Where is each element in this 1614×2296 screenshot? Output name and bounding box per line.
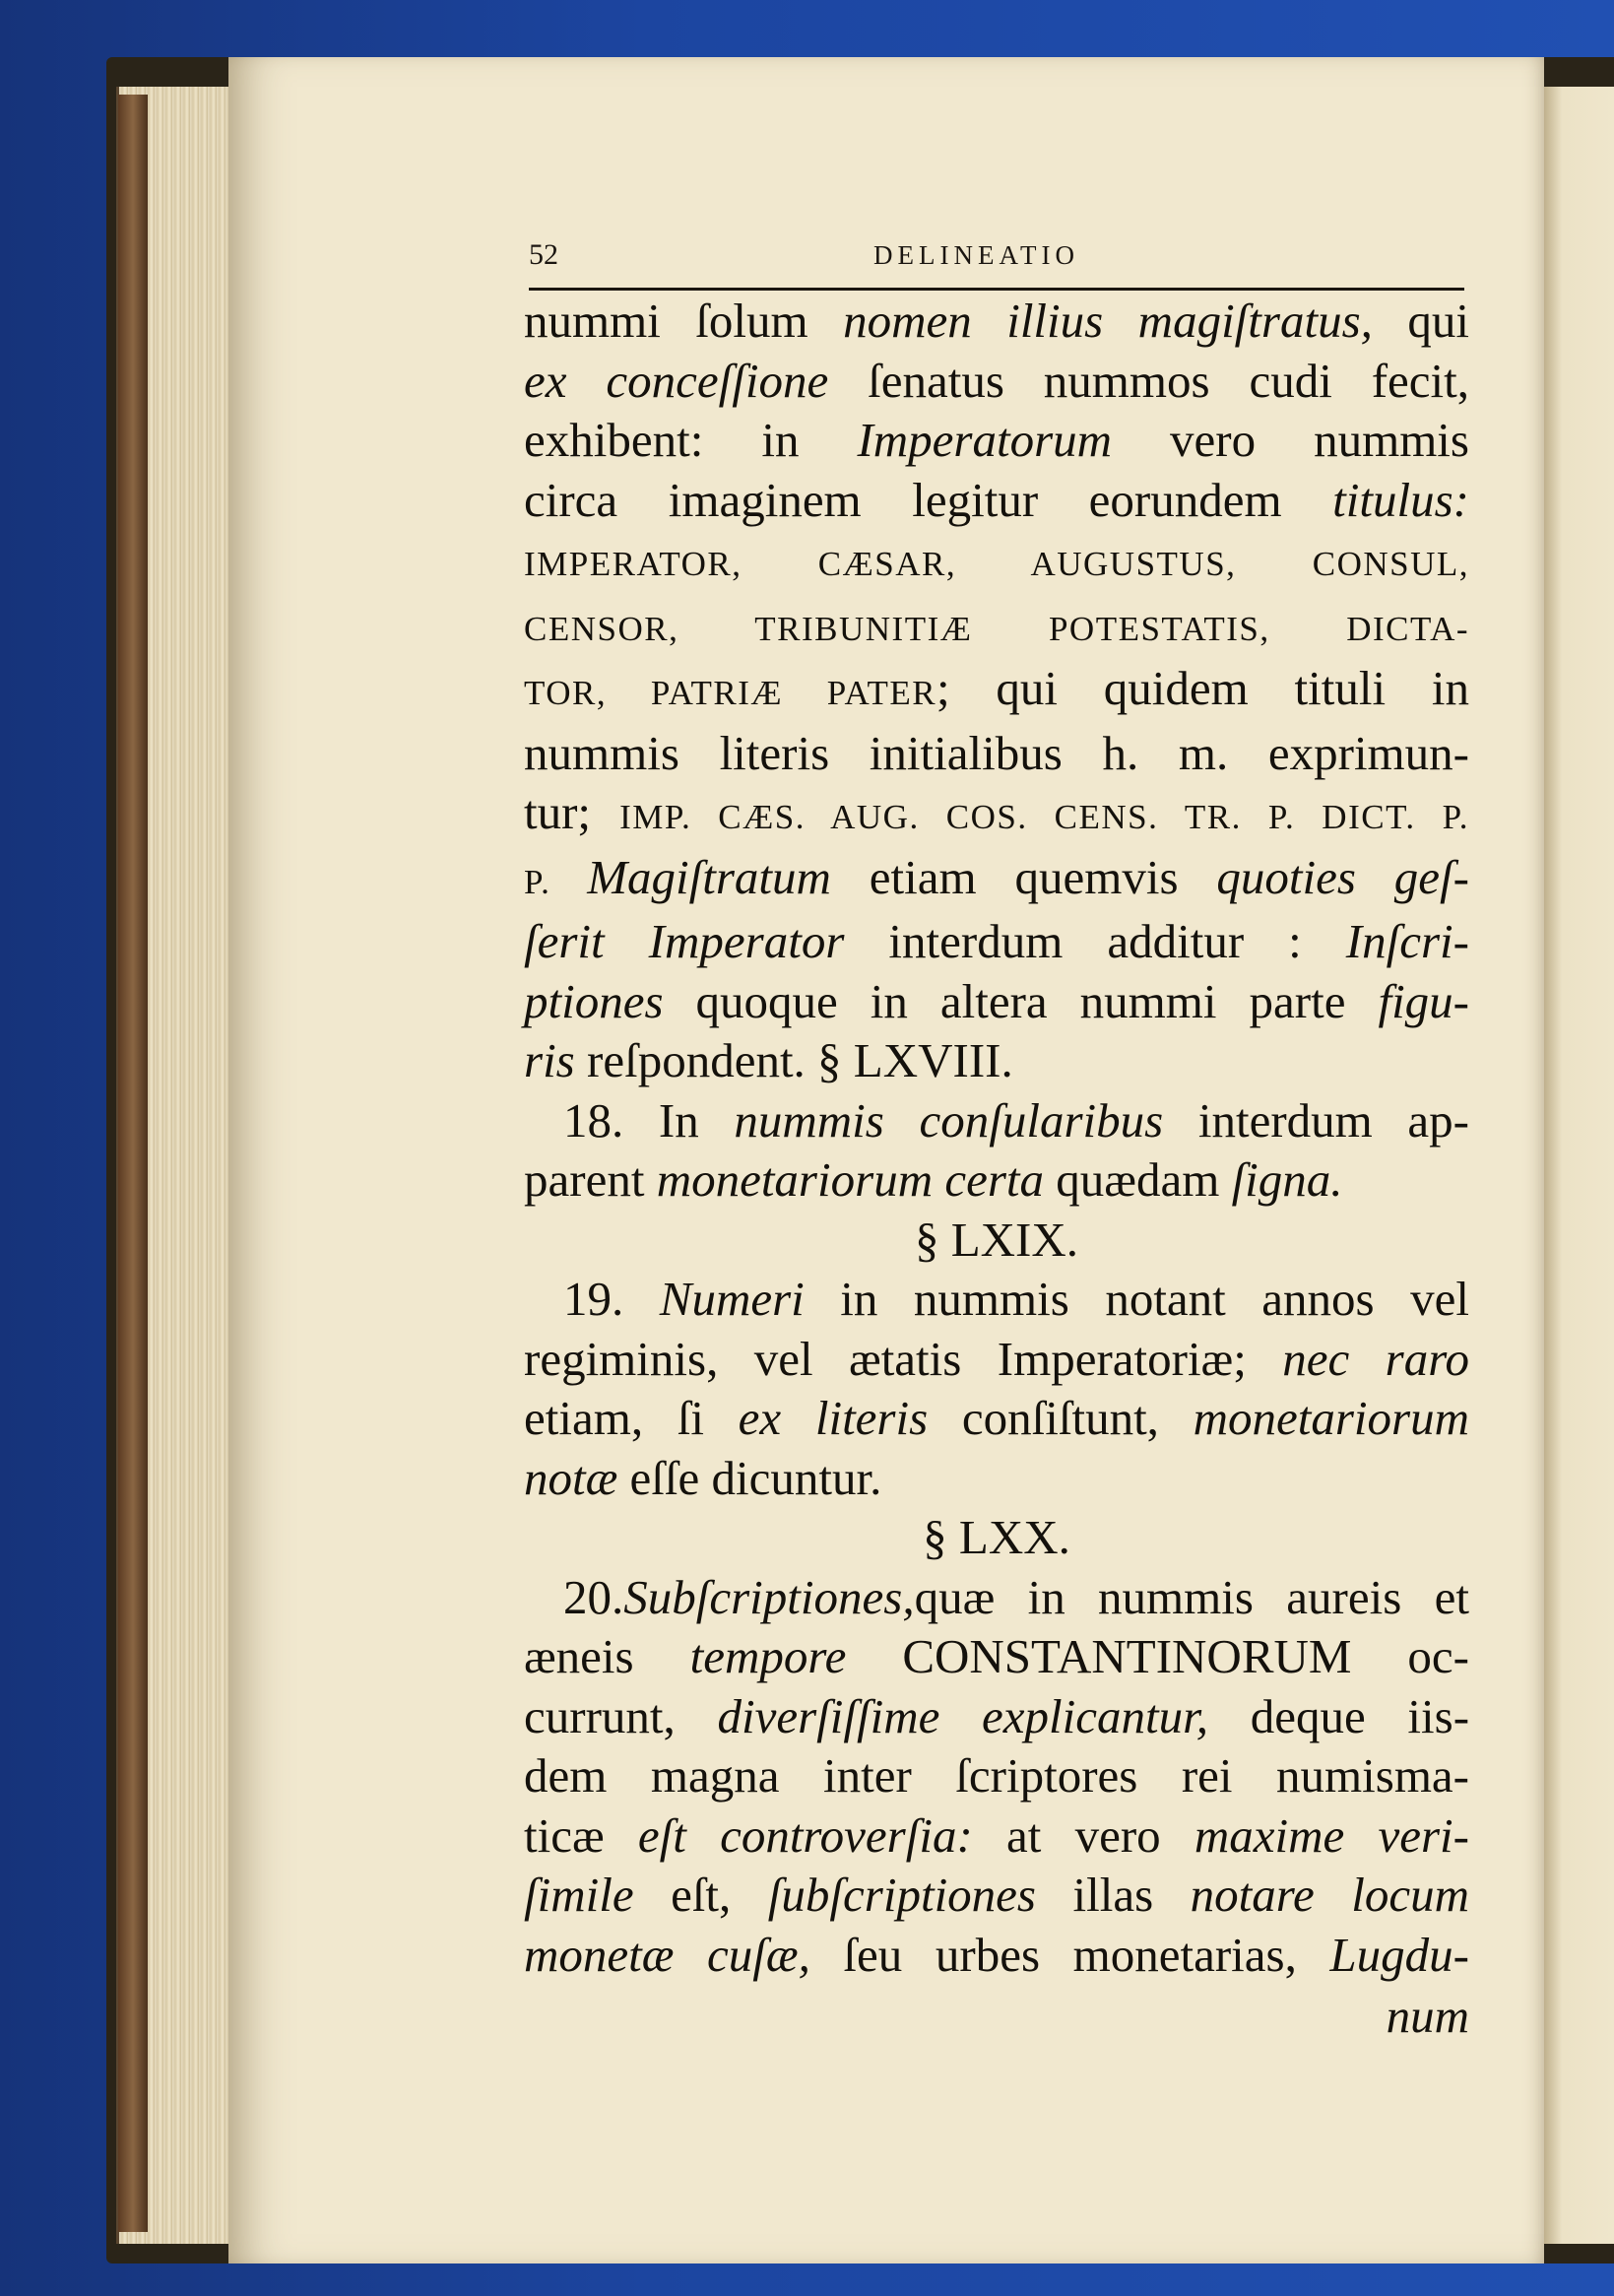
- text-line: [524, 595, 1469, 660]
- text-line: [524, 1449, 1469, 1509]
- italic-text: ſerit Imperator: [524, 914, 845, 968]
- small-caps-text: IMPERATOR, CÆSAR, AUGUSTUS, CONSUL,: [524, 545, 1469, 583]
- italic-text: nomen illius magiſtratus,: [843, 294, 1373, 348]
- text-line: [524, 1330, 1469, 1390]
- text-segment: eſt,: [633, 1868, 768, 1922]
- text-line: [524, 1150, 1469, 1211]
- text-line: [524, 724, 1469, 784]
- text-segment: ; qui quidem tituli in: [936, 661, 1469, 715]
- small-caps-text: IMP. CÆS. AUG. COS. CENS. TR. P. DICT. P.: [619, 798, 1470, 836]
- text-line: [524, 471, 1469, 531]
- text-segment: in nummis notant annos vel: [804, 1272, 1469, 1326]
- header-rule: [529, 288, 1464, 291]
- running-head: DELINEATIO: [873, 240, 1079, 270]
- page-number: 52: [529, 238, 558, 271]
- text-segment: conſiſtunt,: [928, 1391, 1194, 1445]
- italic-text: ex literis: [738, 1391, 929, 1445]
- text-segment: quæ in nummis aureis et: [914, 1569, 1469, 1624]
- text-segment: interdum ap-: [1163, 1092, 1469, 1148]
- text-line: [524, 1806, 1469, 1867]
- small-caps-text: P.: [524, 862, 588, 901]
- italic-text: notæ: [524, 1450, 618, 1505]
- italic-text: ſimile: [524, 1868, 634, 1922]
- italic-text: ris: [524, 1033, 575, 1087]
- text-line: [524, 1270, 1469, 1330]
- italic-text: Inſcri-: [1345, 914, 1469, 968]
- italic-text: maxime veri-: [1194, 1807, 1469, 1863]
- text-line: [524, 530, 1469, 595]
- text-segment: æneis: [524, 1629, 690, 1683]
- text-line: [524, 352, 1469, 412]
- text-line: [524, 783, 1469, 848]
- text-segment: etiam, ſi: [524, 1391, 739, 1445]
- italic-text: num: [1386, 1989, 1469, 2043]
- text-segment: nummis literis initialibus h. m. exprimun-: [524, 725, 1469, 780]
- text-line: [524, 1508, 1469, 1568]
- text-segment: nummi ſolum: [524, 294, 844, 348]
- text-line: [524, 659, 1469, 724]
- italic-text: quoties geſ-: [1216, 849, 1469, 904]
- text-line: [524, 1627, 1469, 1687]
- italic-text: nummis conſularibus: [734, 1092, 1164, 1148]
- text-segment: regiminis, vel ætatis Imperatoriæ;: [524, 1331, 1283, 1386]
- italic-text: monetariorum: [1193, 1391, 1469, 1445]
- text-line: [524, 1031, 1469, 1091]
- text-segment: quædam: [1044, 1152, 1232, 1207]
- italic-text: notare locum: [1190, 1868, 1469, 1922]
- italic-text: ptiones: [524, 973, 664, 1028]
- facing-page-edge: [1542, 87, 1614, 2244]
- italic-text: ex conceſſione: [524, 353, 829, 408]
- text-line: [524, 1568, 1469, 1628]
- italic-text: ſubſcriptiones: [767, 1868, 1037, 1922]
- italic-text: tempore: [689, 1629, 847, 1683]
- text-segment: ſenatus nummos cudi fecit,: [828, 353, 1469, 408]
- text-line: [524, 848, 1469, 913]
- text-line: [524, 1389, 1469, 1449]
- spine-leather: [118, 95, 148, 2232]
- text-line: [524, 1687, 1469, 1747]
- small-caps-text: TOR, PATRIÆ PATER: [524, 674, 937, 712]
- text-segment: deque iis-: [1208, 1688, 1470, 1743]
- italic-text: Lugdu-: [1329, 1927, 1469, 1982]
- italic-text: nec raro: [1282, 1331, 1469, 1386]
- italic-text: Subſcriptiones,: [623, 1569, 915, 1624]
- italic-text: Imperatorum: [857, 413, 1113, 467]
- text-segment: reſpondent. § LXVIII.: [574, 1033, 1013, 1087]
- text-segment: circa imaginem legitur eorundem: [524, 472, 1333, 527]
- page-header: [529, 236, 1464, 284]
- text-segment: § LXX.: [923, 1510, 1070, 1564]
- text-line: [524, 1746, 1469, 1806]
- text-segment: illas: [1036, 1868, 1191, 1922]
- text-segment: qui: [1372, 294, 1469, 348]
- italic-text: diverſiſſime explicantur,: [717, 1688, 1209, 1743]
- text-segment: § LXIX.: [914, 1212, 1079, 1267]
- text-segment: interdum additur :: [844, 914, 1346, 968]
- text-segment: exhibent: in: [524, 413, 858, 467]
- italic-text: ſigna.: [1231, 1152, 1343, 1207]
- text-segment: tur;: [524, 785, 620, 839]
- italic-text: monetariorum certa: [656, 1152, 1045, 1207]
- text-line: [524, 411, 1469, 471]
- text-segment: currunt,: [524, 1688, 718, 1743]
- page-body-text: [524, 292, 1469, 2047]
- text-line: [524, 1211, 1469, 1271]
- text-segment: dem magna inter ſcriptores rei numisma-: [524, 1748, 1469, 1803]
- text-line: [524, 972, 1469, 1032]
- text-segment: 20.: [563, 1569, 624, 1624]
- text-segment: at vero: [972, 1807, 1194, 1863]
- text-segment: ticæ: [524, 1807, 638, 1863]
- italic-text: Numeri: [659, 1272, 805, 1326]
- text-segment: 19.: [563, 1272, 660, 1326]
- text-segment: parent: [524, 1152, 657, 1207]
- catchword: [524, 1987, 1469, 2047]
- text-segment: vero nummis: [1112, 413, 1469, 467]
- text-segment: etiam quemvis: [830, 849, 1217, 904]
- text-line: [524, 912, 1469, 972]
- text-line: [524, 1866, 1469, 1926]
- text-segment: CONSTANTINORUM oc-: [846, 1629, 1469, 1683]
- text-segment: eſſe dicuntur.: [617, 1450, 882, 1505]
- italic-text: titulus:: [1332, 472, 1469, 527]
- text-segment: 18. In: [563, 1092, 735, 1148]
- text-segment: quoque in altera nummi parte: [663, 973, 1379, 1028]
- italic-text: eſt controverſia:: [637, 1807, 973, 1863]
- text-line: [524, 292, 1469, 352]
- small-caps-text: CENSOR, TRIBUNITIÆ POTESTATIS, DICTA-: [524, 609, 1469, 648]
- italic-text: monetæ cuſæ,: [524, 1927, 810, 1982]
- italic-text: Magiſtratum: [587, 849, 831, 904]
- text-segment: ſeu urbes monetarias,: [809, 1927, 1330, 1982]
- italic-text: figu-: [1378, 973, 1469, 1028]
- text-line: [524, 1091, 1469, 1151]
- text-line: [524, 1926, 1469, 1986]
